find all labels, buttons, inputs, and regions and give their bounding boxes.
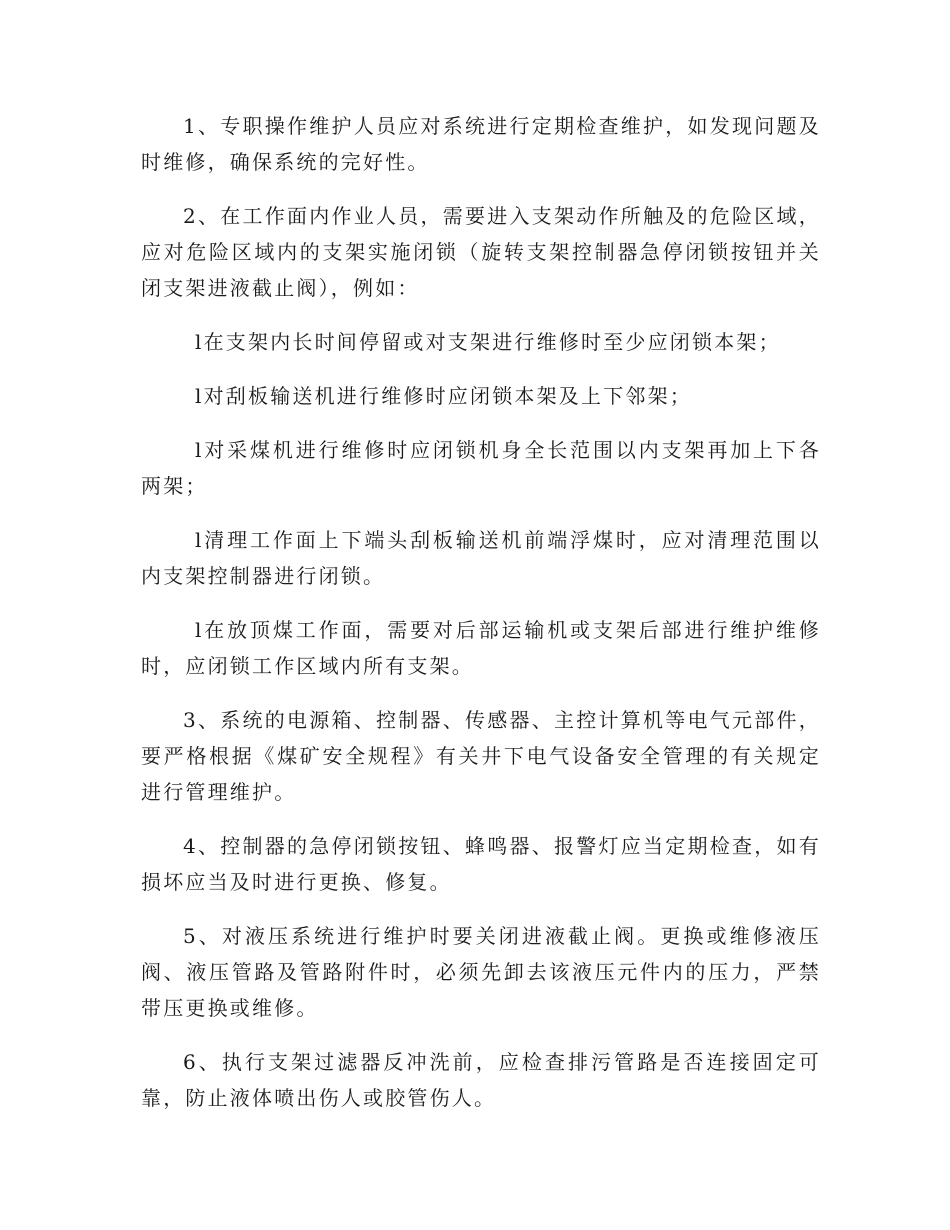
document-body xyxy=(141,108,821,1134)
paragraph-item-2: 2、在工作面内作业人员，需要进入支架动作所触及的危险区域，应对危险区域内的支架实施闭锁（旋转支架控制器急停闭锁按钮并关闭支架进液截止阀），例如： xyxy=(141,204,821,300)
paragraph-item-4: 4、控制器的急停闭锁按钮、蜂鸣器、报警灯应当定期检查，如有损坏应当及时进行更换、修复。 xyxy=(141,834,821,894)
bullet-item-3: l对采煤机进行维修时应闭锁机身全长范围以内支架再加上下各两架； xyxy=(141,438,821,498)
bullet-item-1: l在支架内长时间停留或对支架进行维修时至少应闭锁本架； xyxy=(195,330,781,354)
paragraph-item-3: 3、系统的电源箱、控制器、传感器、主控计算机等电气元部件，要严格根据《煤矿安全规程》有关井下电气设备安全管理的有关规定进行管理维护。 xyxy=(141,708,821,804)
paragraph-item-6: 6、执行支架过滤器反冲洗前，应检查排污管路是否连接固定可靠，防止液体喷出伤人或胶管伤人。 xyxy=(141,1050,821,1110)
paragraph-item-5: 5、对液压系统进行维护时要关闭进液截止阀。更换或维修液压阀、液压管路及管路附件时，必须先卸去该液压元件内的压力，严禁带压更换或维修。 xyxy=(141,924,821,1020)
bullet-item-5: l在放顶煤工作面，需要对后部运输机或支架后部进行维护维修时，应闭锁工作区域内所有支架。 xyxy=(141,618,821,678)
bullet-item-4: l清理工作面上下端头刮板输送机前端浮煤时，应对清理范围以内支架控制器进行闭锁。 xyxy=(141,528,821,588)
paragraph-item-1: 1、专职操作维护人员应对系统进行定期检查维护，如发现问题及时维修，确保系统的完好性。 xyxy=(141,114,821,174)
bullet-item-2: l对刮板输送机进行维修时应闭锁本架及上下邻架； xyxy=(195,384,692,408)
